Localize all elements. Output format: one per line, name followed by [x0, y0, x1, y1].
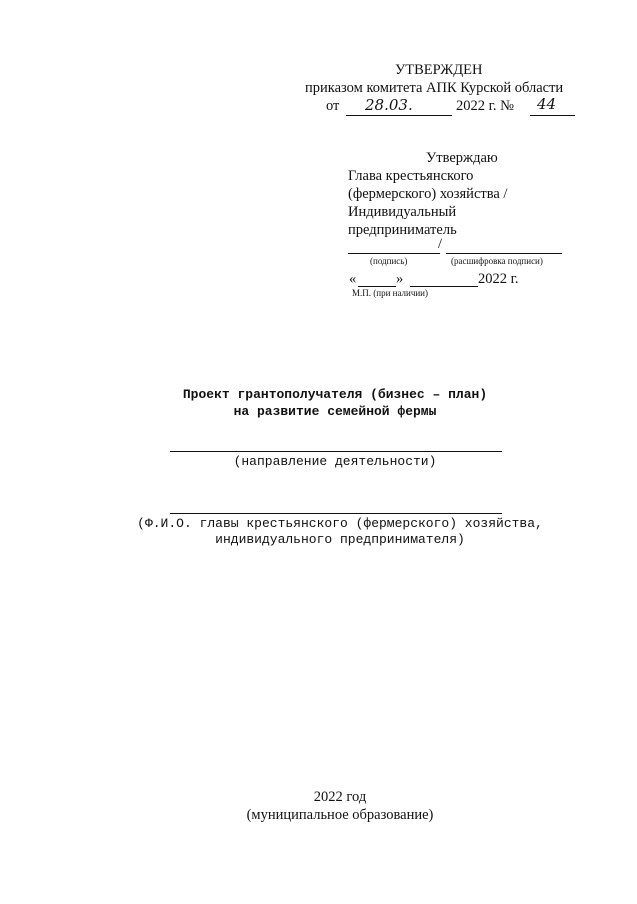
- approved-number-handwritten: 44: [537, 95, 557, 113]
- fio-label-line1: (Ф.И.О. главы крестьянского (фермерского) хозяйства,: [137, 516, 543, 531]
- approve-role-line3: Индивидуальный: [348, 204, 457, 220]
- approve-role-line1: Глава крестьянского: [348, 168, 474, 184]
- decode-line: [446, 253, 562, 254]
- footer-year: 2022 год: [313, 789, 367, 805]
- approved-year-suffix: 2022 г. №: [456, 98, 515, 114]
- approve-role-line4: предприниматель: [348, 222, 457, 238]
- approved-date-handwritten: 28.03.: [365, 96, 413, 114]
- approved-title: УТВЕРЖДЕН: [395, 62, 483, 78]
- approve-year: 2022 г.: [478, 271, 519, 287]
- approved-number-line: [530, 115, 575, 116]
- approved-date-line: [346, 115, 452, 116]
- signature-slash: /: [438, 236, 443, 252]
- quote-open: «: [349, 271, 357, 287]
- approved-date-prefix: от: [326, 98, 340, 114]
- stamp-label: М.П. (при наличии): [352, 288, 428, 298]
- approved-order-line: приказом комитета АПК Курской области: [305, 80, 564, 96]
- direction-label: (направление деятельности): [233, 454, 437, 469]
- direction-line: [170, 451, 502, 452]
- project-title-line2: на развитие семейной фермы: [233, 404, 437, 419]
- month-line: [410, 286, 478, 287]
- fio-label-line2: индивидуального предпринимателя): [215, 532, 465, 547]
- signature-label: (подпись): [370, 256, 408, 266]
- decode-label: (расшифровка подписи): [451, 256, 543, 266]
- fio-line: [170, 513, 502, 514]
- approve-title: Утверждаю: [426, 150, 498, 166]
- signature-line: [348, 253, 440, 254]
- project-title-line1: Проект грантополучателя (бизнес – план): [182, 387, 488, 402]
- day-line: [358, 286, 396, 287]
- approve-role-line2: (фермерского) хозяйства /: [348, 186, 508, 202]
- quote-close: »: [396, 271, 404, 287]
- footer-municipality: (муниципальное образование): [246, 807, 434, 823]
